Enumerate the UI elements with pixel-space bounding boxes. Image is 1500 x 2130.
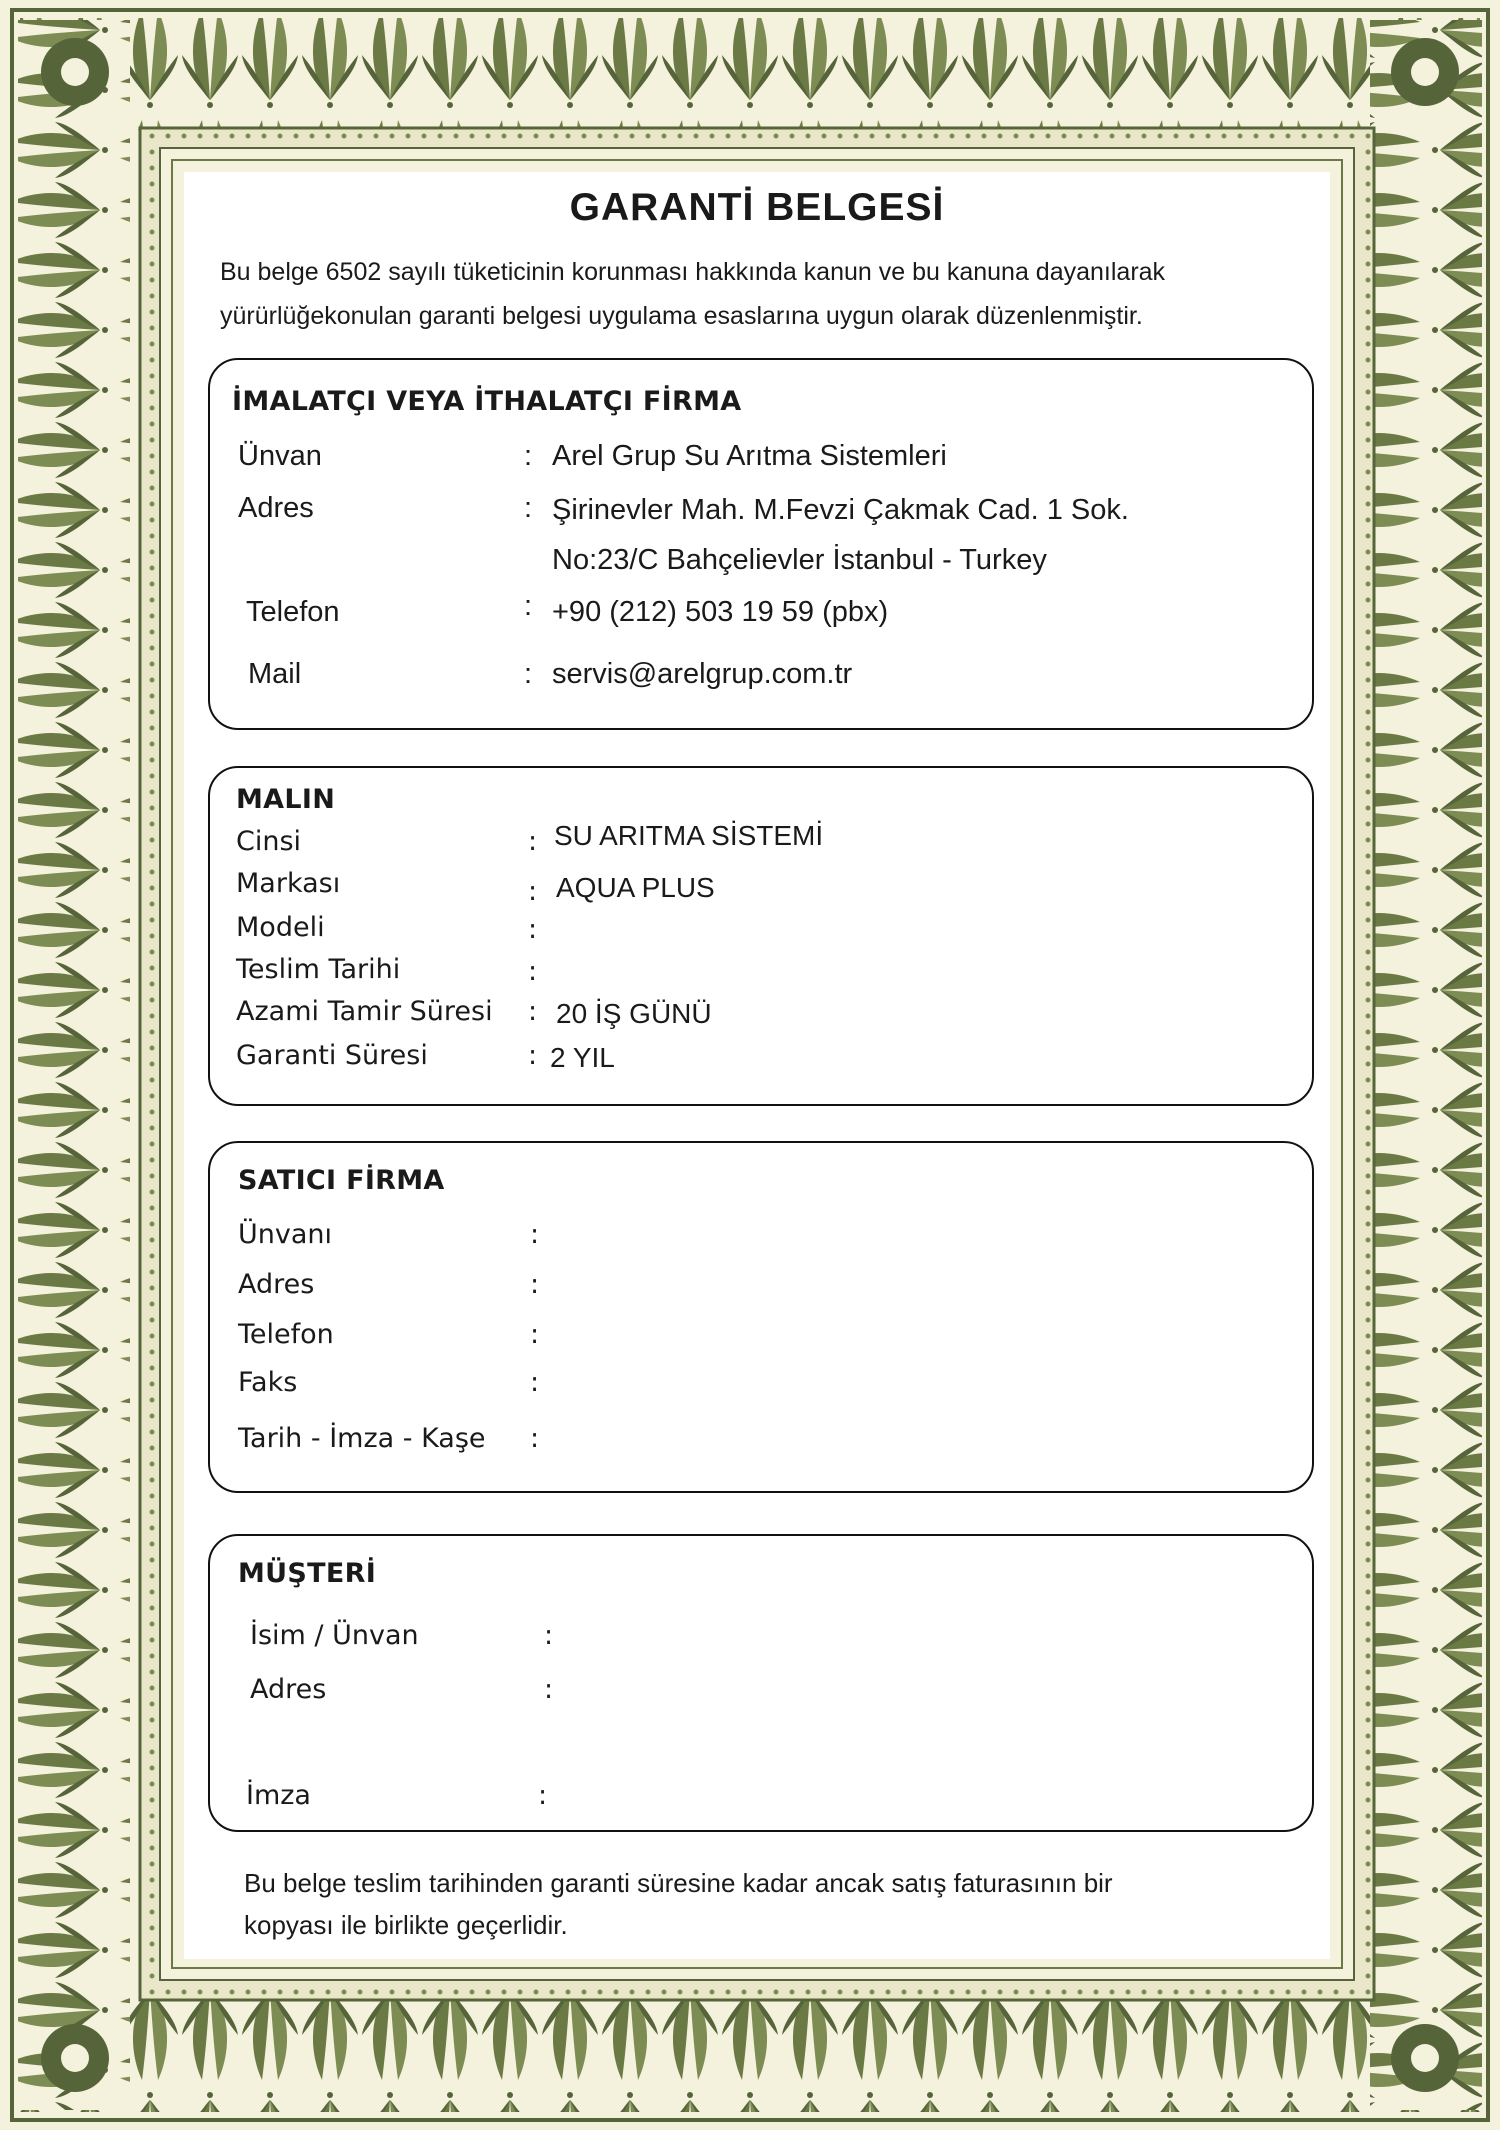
field-separator: :: [544, 1620, 554, 1651]
customer-section: [208, 1534, 1314, 1832]
field-separator: :: [544, 1674, 554, 1705]
customer-heading: MÜŞTERİ: [238, 1558, 377, 1589]
field-separator: :: [530, 1423, 540, 1454]
seller-heading: SATICI FİRMA: [238, 1165, 445, 1196]
field-label: Telefon: [246, 596, 340, 628]
seller-section: [208, 1141, 1314, 1493]
field-label: Mail: [248, 658, 302, 690]
field-separator: :: [530, 1219, 540, 1250]
field-label: Cinsi: [236, 826, 302, 857]
field-separator: :: [530, 1319, 540, 1350]
field-separator: :: [528, 876, 538, 907]
field-value: Arel Grup Su Arıtma Sistemleri: [552, 440, 947, 472]
certificate-sheet: [184, 172, 1330, 1959]
manufacturer-heading: İMALATÇI VEYA İTHALATÇI FİRMA: [232, 386, 742, 417]
field-label: Azami Tamir Süresi: [236, 996, 493, 1027]
field-separator: :: [538, 1780, 548, 1811]
field-separator: :: [524, 492, 533, 524]
footer-line-1: Bu belge teslim tarihinden garanti süresine kadar ancak satış faturasının bir: [244, 1868, 1113, 1898]
field-value: SU ARITMA SİSTEMİ: [554, 820, 824, 851]
field-label: Telefon: [238, 1319, 334, 1350]
field-label: Ünvan: [238, 440, 322, 472]
field-label: İsim / Ünvan: [250, 1620, 419, 1651]
field-label: Markası: [236, 868, 341, 899]
field-label: Faks: [238, 1367, 298, 1398]
field-value: 2 YIL: [550, 1042, 615, 1073]
field-separator: :: [528, 956, 538, 987]
field-value: No:23/C Bahçelievler İstanbul - Turkey: [552, 544, 1047, 576]
manufacturer-section: [208, 358, 1314, 730]
field-separator: :: [528, 826, 538, 857]
field-separator: :: [528, 914, 538, 945]
product-section: [208, 766, 1314, 1106]
field-separator: :: [524, 658, 533, 690]
field-value: Şirinevler Mah. M.Fevzi Çakmak Cad. 1 Sok.: [552, 494, 1129, 526]
field-value: AQUA PLUS: [556, 872, 715, 903]
footer-note: [244, 1862, 1284, 1946]
field-value: servis@arelgrup.com.tr: [552, 658, 853, 690]
footer-line-2: kopyası ile birlikte geçerlidir.: [244, 1910, 568, 1940]
field-label: Teslim Tarihi: [236, 954, 401, 985]
field-label: Tarih - İmza - Kaşe: [238, 1423, 486, 1454]
field-label: Ünvanı: [238, 1219, 333, 1250]
field-separator: :: [528, 1040, 538, 1071]
field-label: Adres: [238, 1269, 315, 1300]
page-title: GARANTİ BELGESİ: [569, 186, 945, 229]
field-label: Adres: [238, 492, 314, 524]
intro-text: [220, 250, 1300, 338]
field-separator: :: [530, 1269, 540, 1300]
field-separator: :: [524, 440, 533, 472]
field-value: +90 (212) 503 19 59 (pbx): [552, 596, 889, 628]
product-heading: MALIN: [236, 784, 336, 815]
field-label: Modeli: [236, 912, 325, 943]
field-separator: :: [524, 590, 533, 622]
field-label: Adres: [250, 1674, 327, 1705]
field-value: 20 İŞ GÜNÜ: [556, 998, 712, 1029]
field-label: İmza: [246, 1780, 311, 1811]
intro-line-2: yürürlüğekonulan garanti belgesi uygulama esaslarına uygun olarak düzenlenmiştir.: [220, 302, 1143, 330]
field-separator: :: [528, 996, 538, 1027]
intro-line-1: Bu belge 6502 sayılı tüketicinin korunması hakkında kanun ve bu kanuna dayanılarak: [220, 258, 1166, 286]
field-separator: :: [530, 1367, 540, 1398]
field-label: Garanti Süresi: [236, 1040, 428, 1071]
